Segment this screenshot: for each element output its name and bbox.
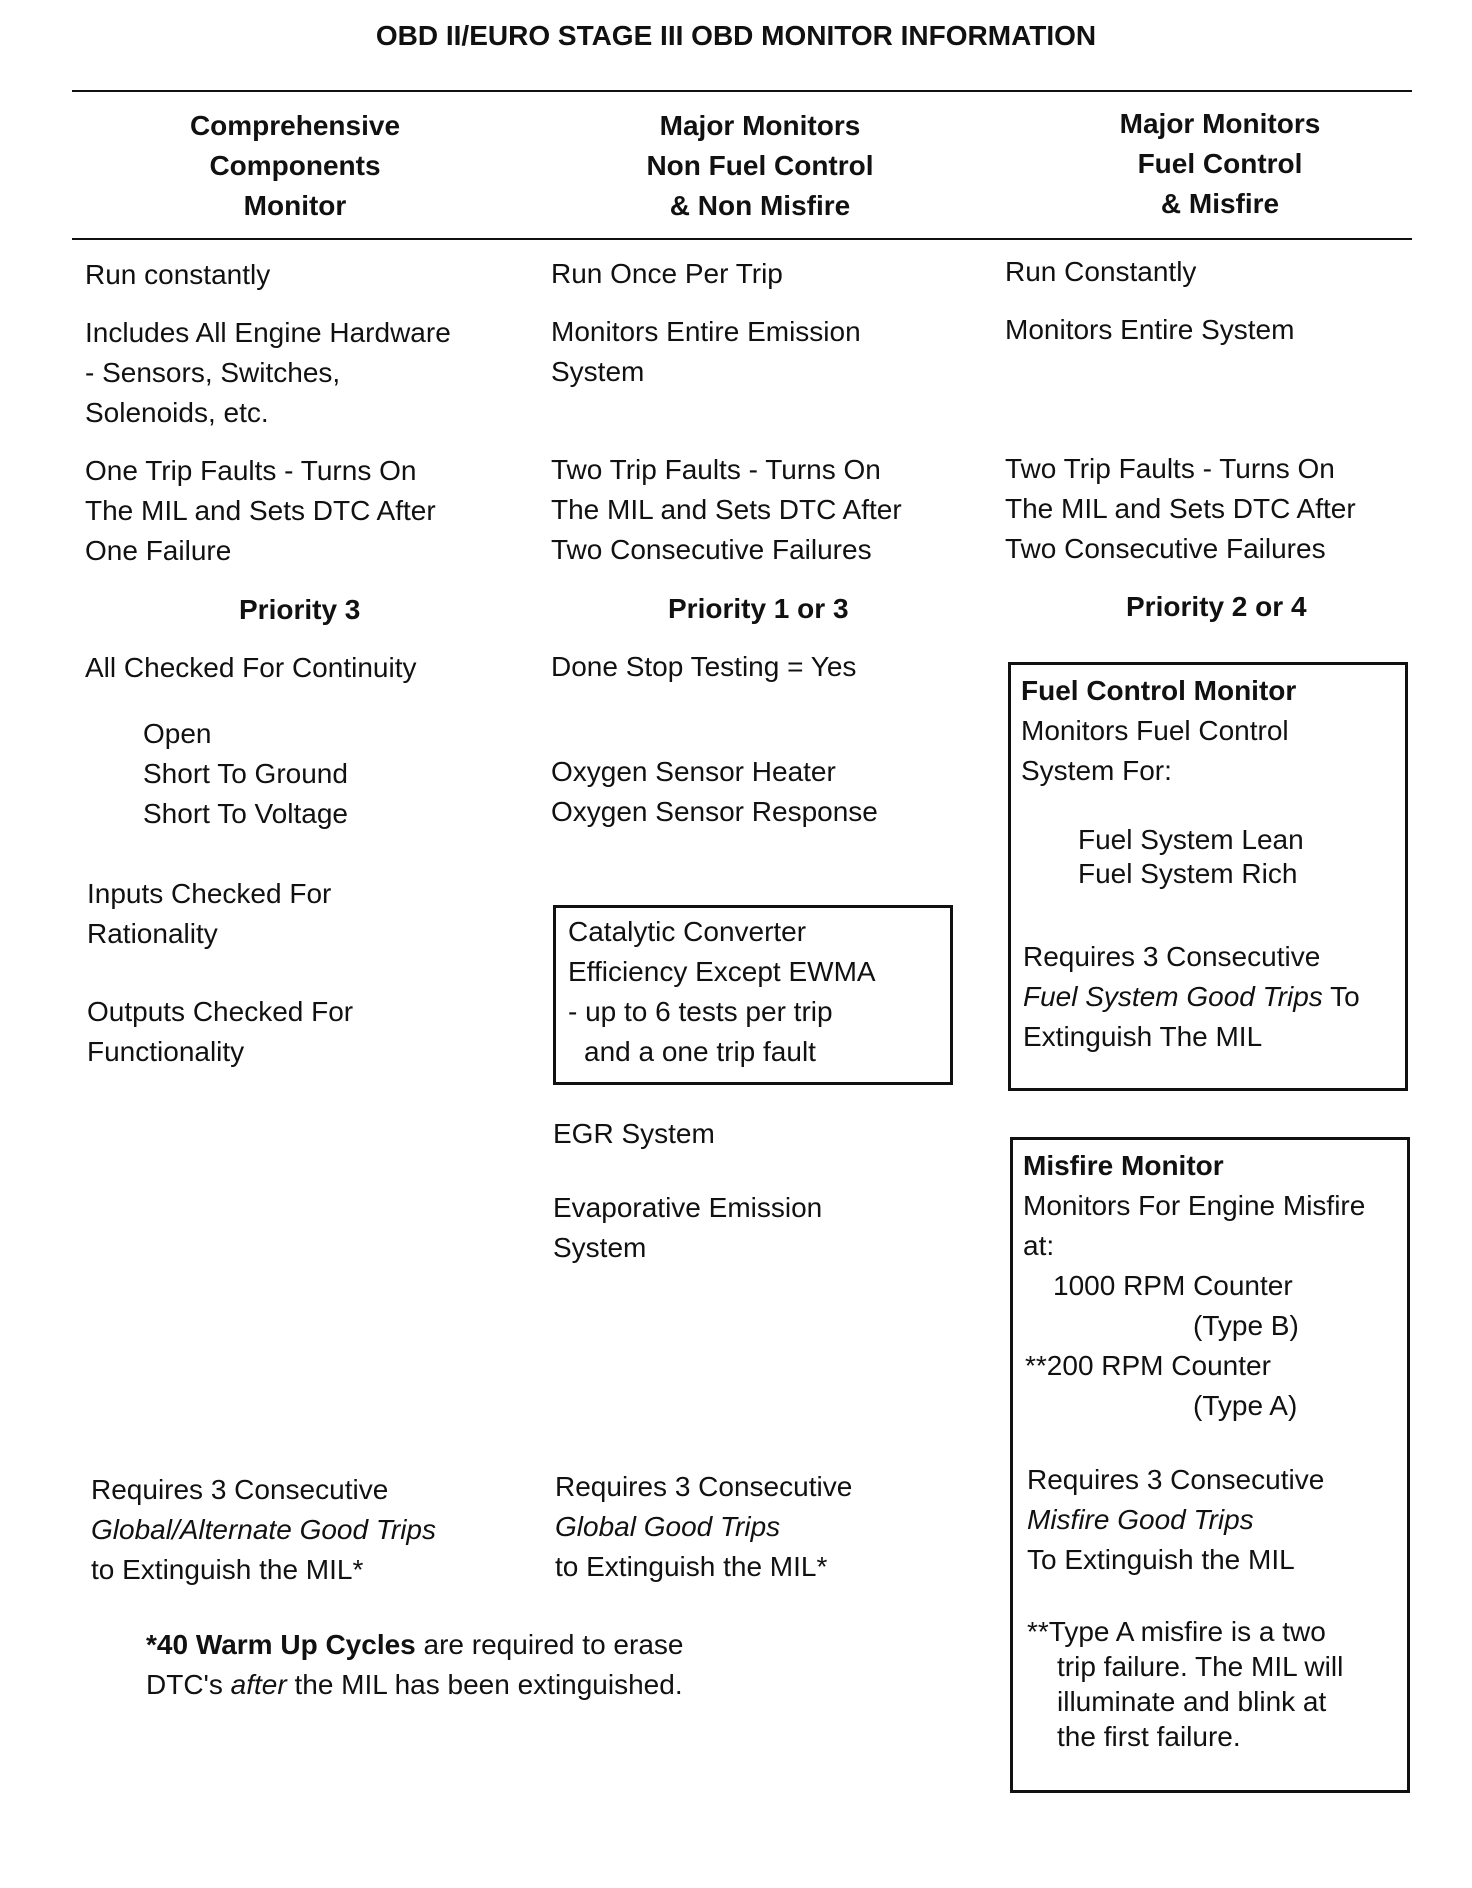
comprehensive-inputs: Inputs Checked For Rationality bbox=[87, 878, 332, 949]
misfire-type-a-note: **Type A misfire is a two trip failure. The MIL will illuminate and blink at the first failure. bbox=[1027, 1616, 1344, 1752]
fuel-control-monitor-list: Fuel System Lean Fuel System Rich bbox=[1078, 824, 1304, 889]
non-fuel-priority: Priority 1 or 3 bbox=[668, 593, 849, 624]
fuel-control-monitor-desc: Monitors Fuel Control System For: bbox=[1021, 715, 1289, 786]
page-title: OBD II/EURO STAGE III OBD MONITOR INFORMATION bbox=[375, 20, 1097, 51]
non-fuel-extinguish: Requires 3 Consecutive Global Good Trips to Extinguish the MIL* bbox=[555, 1471, 853, 1582]
comprehensive-frequency: Run constantly bbox=[85, 259, 271, 290]
column-header-comprehensive: Comprehensive Components Monitor bbox=[189, 110, 401, 221]
column-header-fuel-misfire: Major Monitors Fuel Control & Misfire bbox=[1119, 108, 1321, 219]
fuel-misfire-frequency: Run Constantly bbox=[1005, 256, 1197, 287]
fuel-misfire-priority: Priority 2 or 4 bbox=[1126, 591, 1307, 622]
fuel-control-monitor-title: Fuel Control Monitor bbox=[1021, 675, 1297, 706]
oxygen-sensor-tests: Oxygen Sensor Heater Oxygen Sensor Response bbox=[551, 756, 878, 827]
comprehensive-priority: Priority 3 bbox=[239, 594, 361, 625]
misfire-monitor-title: Misfire Monitor bbox=[1023, 1150, 1224, 1181]
misfire-monitor-box bbox=[1010, 1137, 1410, 1793]
catalytic-converter-box bbox=[553, 905, 953, 1085]
comprehensive-checks-list: Open Short To Ground Short To Voltage bbox=[143, 718, 348, 829]
fuel-misfire-scope: Monitors Entire System bbox=[1005, 314, 1295, 345]
warm-up-footnote: *40 Warm Up Cycles are required to erase DTC's after the MIL has been extinguished. bbox=[146, 1629, 684, 1700]
header-bottom-rule bbox=[72, 238, 1412, 240]
evaporative-emission: Evaporative Emission System bbox=[553, 1192, 823, 1263]
misfire-counter-1000: 1000 RPM Counter bbox=[1053, 1270, 1293, 1301]
fuel-control-monitor-requirement: Requires 3 Consecutive Fuel System Good Trips To Extinguish The MIL bbox=[1023, 941, 1360, 1052]
misfire-type-a: (Type A) bbox=[1193, 1390, 1298, 1421]
non-fuel-scope: Monitors Entire Emission System bbox=[551, 316, 861, 387]
non-fuel-frequency: Run Once Per Trip bbox=[551, 258, 783, 289]
misfire-monitor-requirement: Requires 3 Consecutive Misfire Good Trips To Extinguish the MIL bbox=[1027, 1464, 1325, 1575]
misfire-type-b: (Type B) bbox=[1193, 1310, 1299, 1341]
egr-system: EGR System bbox=[553, 1118, 715, 1149]
column-header-non-fuel: Major Monitors Non Fuel Control & Non Misfire bbox=[646, 110, 874, 221]
fuel-misfire-fault-rule: Two Trip Faults - Turns On The MIL and Sets DTC After Two Consecutive Failures bbox=[1005, 453, 1356, 564]
non-fuel-fault-rule: Two Trip Faults - Turns On The MIL and Sets DTC After Two Consecutive Failures bbox=[551, 454, 902, 565]
comprehensive-scope: Includes All Engine Hardware - Sensors, Switches, Solenoids, etc. bbox=[85, 317, 451, 428]
comprehensive-checks-intro: All Checked For Continuity bbox=[85, 652, 417, 683]
misfire-counter-200: **200 RPM Counter bbox=[1025, 1350, 1271, 1381]
comprehensive-outputs: Outputs Checked For Functionality bbox=[87, 996, 354, 1067]
comprehensive-fault-rule: One Trip Faults - Turns On The MIL and Sets DTC After One Failure bbox=[85, 455, 436, 566]
catalytic-box-text: Catalytic Converter Efficiency Except EWMA - up to 6 tests per trip and a one trip fault bbox=[568, 916, 876, 1067]
done-stop-testing: Done Stop Testing = Yes bbox=[551, 651, 857, 682]
misfire-monitor-desc: Monitors For Engine Misfire at: bbox=[1023, 1190, 1366, 1261]
header-top-rule bbox=[72, 90, 1412, 92]
fuel-control-monitor-box bbox=[1008, 662, 1408, 1091]
comprehensive-extinguish: Requires 3 Consecutive Global/Alternate Good Trips to Extinguish the MIL* bbox=[91, 1474, 436, 1585]
